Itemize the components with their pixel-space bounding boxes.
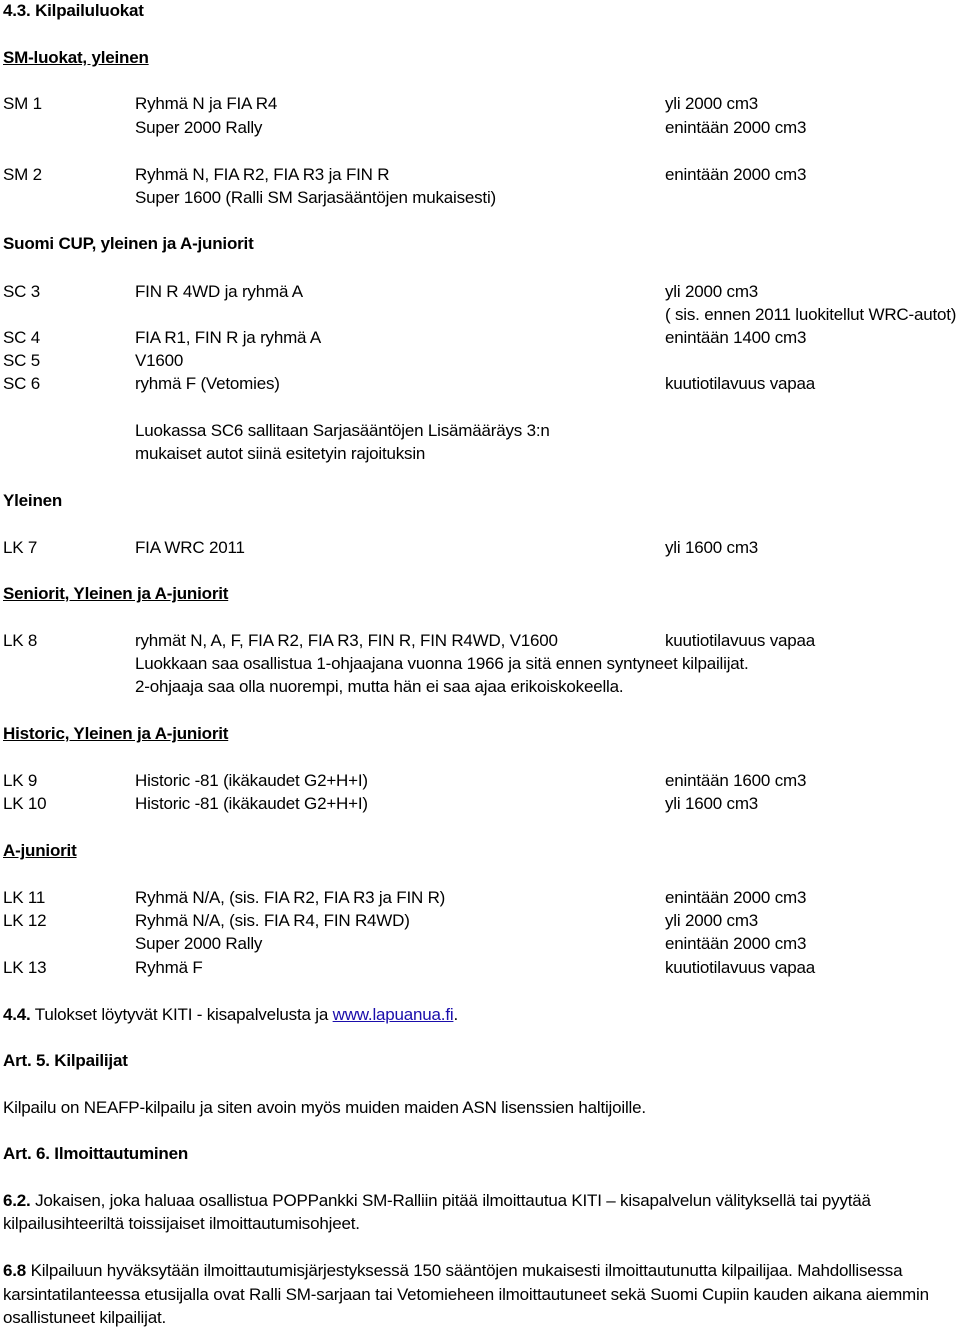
art-5-title: Art. 5. Kilpailijat bbox=[3, 1051, 128, 1070]
paragraph-6-8-line-1 bbox=[3, 1260, 902, 1282]
class-description: Ryhmä N ja FIA R4 bbox=[135, 94, 278, 113]
class-description: Ryhmä N/A, (sis. FIA R4, FIN R4WD) bbox=[135, 911, 410, 930]
class-volume: ( sis. ennen 2011 luokitellut WRC-autot) bbox=[665, 305, 957, 324]
class-description: Historic -81 (ikäkaudet G2+H+I) bbox=[135, 794, 368, 813]
class-code: LK 9 bbox=[3, 771, 38, 790]
lapuanua-link[interactable]: www.lapuanua.fi bbox=[332, 1005, 454, 1024]
section-a-juniorit: A-juniorit bbox=[3, 841, 77, 860]
heading-4-3: 4.3. Kilpailuluokat bbox=[3, 1, 144, 20]
class-code: SC 5 bbox=[3, 351, 40, 370]
sc6-note-line-2: mukaiset autot siinä esitetyin rajoituksin bbox=[135, 444, 426, 463]
paragraph-text: Jokaisen, joka haluaa osallistua POPPankki SM-Ralliin pitää ilmoittautua KITI – kisapalvelun välityksellä tai pyytää bbox=[30, 1191, 871, 1210]
section-seniorit: Seniorit, Yleinen ja A-juniorit bbox=[3, 584, 229, 603]
class-code: LK 13 bbox=[3, 958, 47, 977]
class-description: Super 1600 (Ralli SM Sarjasääntöjen mukaisesti) bbox=[135, 188, 496, 207]
paragraph-6-8-line-2: karsintatilanteessa etusijalla ovat Ralli SM-sarjaan tai Vetomieheen ilmoittautuneet sekä Suomi Cupiin kauden aikana aiemmin bbox=[3, 1285, 929, 1304]
class-code: SM 2 bbox=[3, 165, 42, 184]
art-6-title: Art. 6. Ilmoittautuminen bbox=[3, 1144, 189, 1163]
class-description: Super 2000 Rally bbox=[135, 934, 263, 953]
class-description: FIN R 4WD ja ryhmä A bbox=[135, 282, 303, 301]
class-description: Ryhmä F bbox=[135, 958, 203, 977]
paragraph-6-2-line-1 bbox=[3, 1190, 871, 1212]
class-code: SC 4 bbox=[3, 328, 40, 347]
section-yleinen: Yleinen bbox=[3, 491, 63, 510]
art-5-text: Kilpailu on NEAFP-kilpailu ja siten avoin myös muiden maiden ASN lisenssien haltijoille. bbox=[3, 1098, 646, 1117]
paragraph-number: 6.8 bbox=[3, 1261, 27, 1280]
class-description: ryhmä F (Vetomies) bbox=[135, 374, 280, 393]
class-volume: yli 2000 cm3 bbox=[665, 911, 759, 930]
class-volume: kuutiotilavuus vapaa bbox=[665, 631, 816, 650]
paragraph-6-8-line-3: osallistuneet kilpailijat. bbox=[3, 1308, 166, 1327]
section-suomi-cup: Suomi CUP, yleinen ja A-juniorit bbox=[3, 234, 254, 253]
class-volume: kuutiotilavuus vapaa bbox=[665, 374, 816, 393]
class-code: LK 8 bbox=[3, 631, 38, 650]
class-code: LK 7 bbox=[3, 538, 38, 557]
class-volume: yli 2000 cm3 bbox=[665, 282, 759, 301]
class-volume: enintään 2000 cm3 bbox=[665, 888, 807, 907]
section-sm-yleinen: SM-luokat, yleinen bbox=[3, 48, 149, 67]
class-code: SC 6 bbox=[3, 374, 40, 393]
class-volume: enintään 2000 cm3 bbox=[665, 934, 807, 953]
class-volume: kuutiotilavuus vapaa bbox=[665, 958, 816, 977]
class-description: Ryhmä N/A, (sis. FIA R2, FIA R3 ja FIN R) bbox=[135, 888, 446, 907]
class-volume: enintään 2000 cm3 bbox=[665, 165, 807, 184]
class-description: Historic -81 (ikäkaudet G2+H+I) bbox=[135, 771, 368, 790]
class-volume: yli 1600 cm3 bbox=[665, 538, 759, 557]
paragraph-number: 6.2. bbox=[3, 1191, 31, 1210]
class-code: LK 12 bbox=[3, 911, 47, 930]
class-description: ryhmät N, A, F, FIA R2, FIA R3, FIN R, FIN R4WD, V1600 bbox=[135, 631, 558, 650]
class-description: V1600 bbox=[135, 351, 184, 370]
paragraph-4-4 bbox=[3, 1004, 458, 1026]
class-volume: enintään 1400 cm3 bbox=[665, 328, 807, 347]
section-historic: Historic, Yleinen ja A-juniorit bbox=[3, 724, 229, 743]
paragraph-6-2-line-2: kilpailusihteeriltä toissijaiset ilmoittautumisohjeet. bbox=[3, 1214, 360, 1233]
paragraph-text: Kilpailuun hyväksytään ilmoittautumisjärjestyksessä 150 sääntöjen mukaisesti ilmoittautunutta kilpailijaa. Mahdollisessa bbox=[26, 1261, 903, 1280]
class-description: FIA WRC 2011 bbox=[135, 538, 245, 557]
class-volume: yli 1600 cm3 bbox=[665, 794, 759, 813]
class-code: LK 11 bbox=[3, 888, 46, 907]
class-description: Super 2000 Rally bbox=[135, 118, 263, 137]
class-volume: enintään 2000 cm3 bbox=[665, 118, 807, 137]
paragraph-number: 4.4. bbox=[3, 1005, 31, 1024]
lk8-note-line-2: 2-ohjaaja saa olla nuorempi, mutta hän ei saa ajaa erikoiskokeella. bbox=[135, 677, 624, 696]
class-description: FIA R1, FIN R ja ryhmä A bbox=[135, 328, 322, 347]
class-description: Ryhmä N, FIA R2, FIA R3 ja FIN R bbox=[135, 165, 390, 184]
class-code: SC 3 bbox=[3, 282, 40, 301]
sc6-note-line-1: Luokassa SC6 sallitaan Sarjasääntöjen Lisämääräys 3:n bbox=[135, 421, 550, 440]
paragraph-end: . bbox=[453, 1005, 458, 1024]
class-code: SM 1 bbox=[3, 94, 42, 113]
class-code: LK 10 bbox=[3, 794, 47, 813]
class-volume: yli 2000 cm3 bbox=[665, 94, 759, 113]
paragraph-text: Tulokset löytyvät KITI - kisapalvelusta ja bbox=[30, 1005, 333, 1024]
lk8-note-line-1: Luokkaan saa osallistua 1-ohjaajana vuonna 1966 ja sitä ennen syntyneet kilpailijat. bbox=[135, 654, 749, 673]
class-volume: enintään 1600 cm3 bbox=[665, 771, 807, 790]
